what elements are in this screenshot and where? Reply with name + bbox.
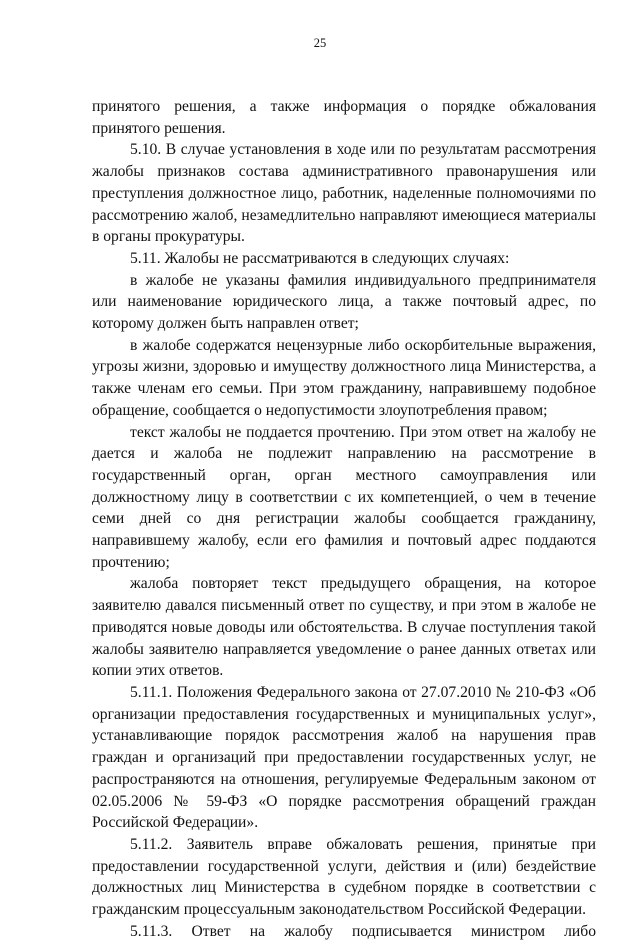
list-item-obscene: в жалобе содержатся нецензурные либо оскорбительные выражения, угрозы жизни, здоровью и имуществу должностного лица Министерства, а также членам его семьи. При этом гражданину, направившему подобное обращение, сообщается о недопустимости злоупотребления правом; bbox=[92, 336, 596, 419]
paragraph-5-11-1: 5.11.1. Положения Федерального закона от 27.07.2010 № 210-ФЗ «Об организации предоставления государственных и муниципальных услуг», устанавливающие порядок рассмотрения жалоб на нарушения прав граждан и организаций при предоставлении государственных услуг, не распространяются на отношения, регулируемые Федеральным законом от 02.05.2006 № 59-ФЗ «О порядке рассмотрения обращений граждан Российской Федерации». bbox=[92, 683, 596, 832]
page-number: 25 bbox=[313, 36, 327, 50]
list-item-repeated: жалоба повторяет текст предыдущего обращения, на которое заявителю давался письменный ответ по существу, и при этом в жалобе не приводятся новые доводы или обстоятельства. В случае поступления такой жалобы заявителю направляется уведомление о ранее данных ответах или копии этих ответов. bbox=[92, 575, 596, 680]
paragraph-5-11: 5.11. Жалобы не рассматриваются в следующих случаях: bbox=[130, 249, 510, 267]
list-item-unreadable: текст жалобы не поддается прочтению. При этом ответ на жалобу не дается и жалоба не подлежит направлению на рассмотрение в государственный орган, орган местного самоуправления или должностному лицу в соответствии с их компетенцией, о чем в течение семи дней со дня регистрации жалобы сообщается гражданину, направившему жалобу, если его фамилия и почтовый адрес поддаются прочтению; bbox=[92, 423, 596, 571]
paragraph-5-11-3: 5.11.3. Ответ на жалобу подписывается министром либо bbox=[130, 922, 596, 940]
document-body bbox=[92, 96, 596, 942]
paragraph-decision-info: принятого решения, а также информация о порядке обжалования принятого решения. bbox=[92, 98, 596, 137]
paragraph-5-11-2: 5.11.2. Заявитель вправе обжаловать решения, принятые при предоставлении государственной услуги, действия и (или) бездействие должностных лиц Министерства в судебном порядке в соответствии с гражданским процессуальным законодательством Российской Федерации. bbox=[92, 835, 596, 919]
list-item-no-name: в жалобе не указаны фамилия индивидуального предпринимателя или наименование юридического лица, а также почтовый адрес, по которому должен быть направлен ответ; bbox=[92, 271, 596, 333]
paragraph-5-10: 5.10. В случае установления в ходе или по результатам рассмотрения жалобы признаков состава административного правонарушения или преступления должностное лицо, работник, наделенные полномочиями по рассмотрению жалоб, незамедлительно направляют имеющиеся материалы в органы прокуратуры. bbox=[92, 141, 596, 246]
